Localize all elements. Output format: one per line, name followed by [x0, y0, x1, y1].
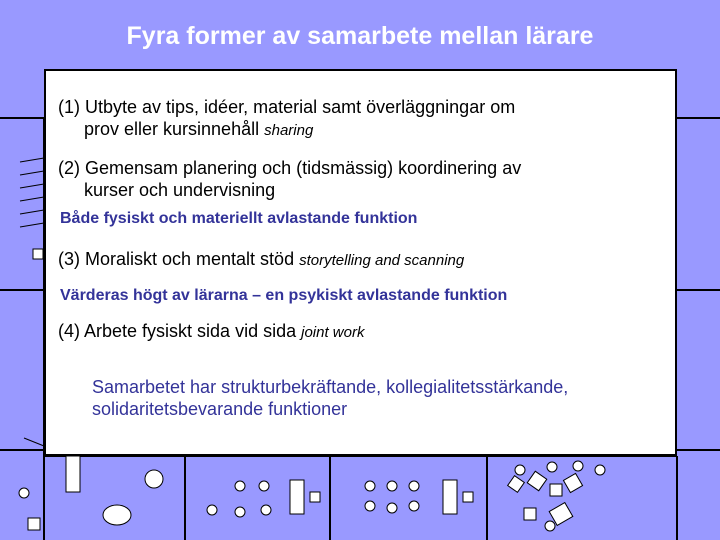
item-1-line1: (1) Utbyte av tips, idéer, material samt överläggningar om	[58, 97, 516, 117]
item-3-line1: (3) Moraliskt och mentalt stöd	[58, 249, 295, 269]
item-4-line1: (4) Arbete fysiskt sida vid sida	[58, 321, 297, 341]
item-1-tag: sharing	[264, 122, 314, 139]
item-3-tag: storytelling and scanning	[299, 252, 465, 269]
list-item-joint-work	[58, 320, 364, 344]
item-2-line1: (2) Gemensam planering och (tidsmässig) koordinering av	[58, 158, 522, 178]
slide-title: Fyra former av samarbete mellan lärare	[126, 22, 594, 50]
list-item-support	[58, 248, 464, 272]
summary-text	[92, 376, 568, 420]
note-relief-physical: Både fysiskt och materiellt avlastande funktion	[60, 210, 418, 227]
item-2-line2: kurser och undervisning	[84, 180, 276, 200]
list-item-planning	[58, 157, 521, 201]
summary-line2: solidaritetsbevarande funktioner	[92, 399, 348, 419]
summary-line1: Samarbetet har strukturbekräftande, kollegialitetsstärkande,	[92, 377, 569, 397]
item-1-line2: prov eller kursinnehåll	[84, 119, 260, 139]
item-4-tag: joint work	[301, 324, 365, 341]
note-relief-psychic: Värderas högt av lärarna – en psykiskt avlastande funktion	[60, 287, 508, 304]
list-item-sharing	[58, 96, 515, 142]
